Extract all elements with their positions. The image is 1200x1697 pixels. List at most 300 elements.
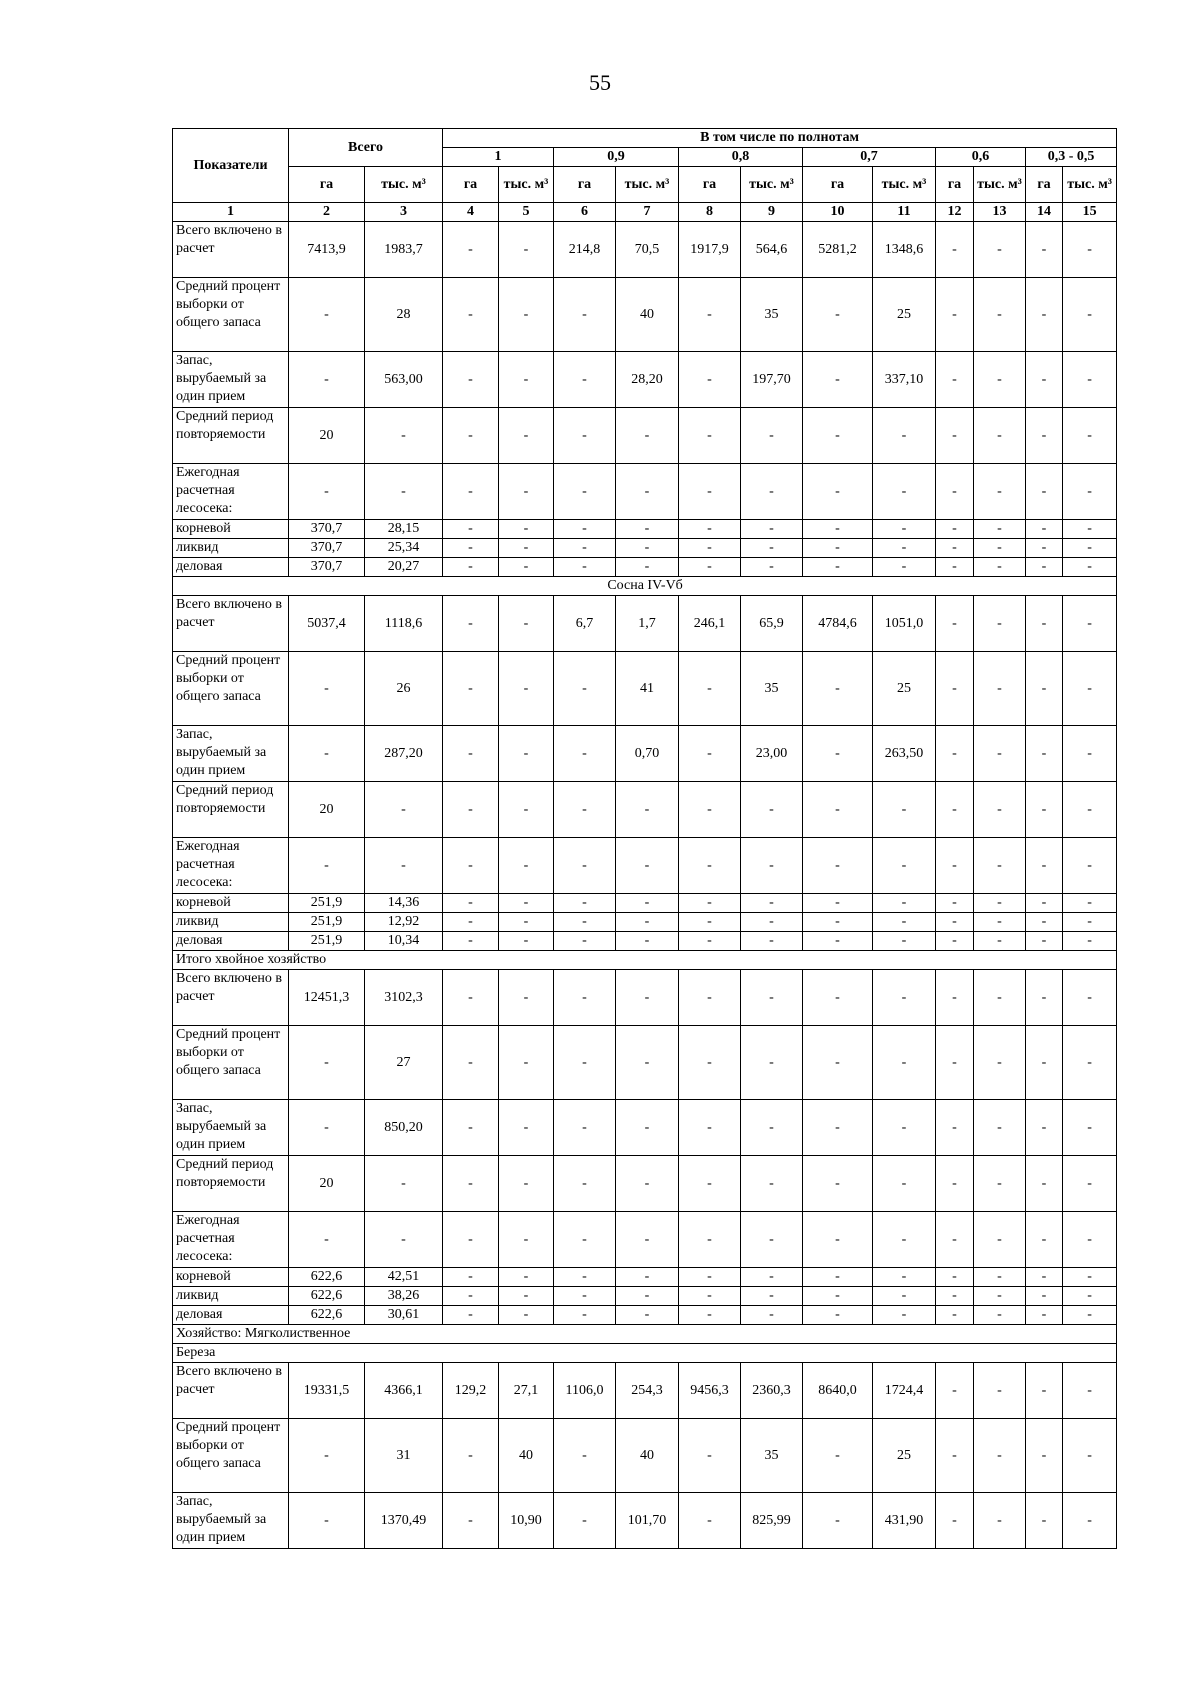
row-label: Всего включено в расчет	[173, 970, 289, 1026]
table-cell: -	[679, 1268, 741, 1287]
table-cell: -	[679, 1419, 741, 1493]
table-cell: -	[499, 932, 554, 951]
table-cell: -	[1026, 558, 1063, 577]
table-cell: 20	[289, 782, 365, 838]
table-cell: -	[1026, 782, 1063, 838]
table-cell: -	[1026, 278, 1063, 352]
table-cell: -	[741, 1212, 803, 1268]
table-cell: -	[679, 1493, 741, 1549]
table-cell: -	[873, 782, 936, 838]
table-cell: -	[873, 464, 936, 520]
table-cell: -	[365, 408, 443, 464]
table-cell: 564,6	[741, 222, 803, 278]
table-cell: -	[289, 1100, 365, 1156]
table-cell: 101,70	[616, 1493, 679, 1549]
table-cell: -	[873, 1026, 936, 1100]
table-cell: -	[443, 1268, 499, 1287]
row-label: деловая	[173, 558, 289, 577]
table-cell: -	[974, 1100, 1026, 1156]
table-cell: -	[1026, 913, 1063, 932]
row-label: Ежегодная расчетная лесосека:	[173, 838, 289, 894]
row-label: корневой	[173, 894, 289, 913]
table-cell: -	[1063, 1026, 1117, 1100]
header-density-0-8: 0,8	[679, 148, 803, 167]
table-cell: -	[443, 1026, 499, 1100]
column-number: 1	[173, 203, 289, 222]
table-row	[173, 1268, 1117, 1287]
table-cell: 1983,7	[365, 222, 443, 278]
table-cell: -	[499, 1100, 554, 1156]
section-row	[173, 951, 1117, 970]
table-cell: -	[1063, 838, 1117, 894]
table-cell: -	[443, 652, 499, 726]
row-label: Средний период повторяемости	[173, 1156, 289, 1212]
table-cell: -	[873, 539, 936, 558]
header-indicators: Показатели	[173, 129, 289, 203]
table-cell: -	[679, 1212, 741, 1268]
table-cell: -	[499, 726, 554, 782]
table-cell: -	[1026, 222, 1063, 278]
table-cell: -	[616, 1287, 679, 1306]
table-cell: 1370,49	[365, 1493, 443, 1549]
table-row	[173, 1156, 1117, 1212]
table-cell: 1106,0	[554, 1363, 616, 1419]
unit-vol: тыс. м³	[616, 167, 679, 203]
table-cell: -	[1063, 520, 1117, 539]
table-cell: -	[443, 1212, 499, 1268]
table-cell: 40	[616, 278, 679, 352]
table-cell: -	[679, 1306, 741, 1325]
table-cell: -	[1026, 1419, 1063, 1493]
table-cell: 41	[616, 652, 679, 726]
table-cell: -	[554, 1493, 616, 1549]
table-cell: -	[974, 1156, 1026, 1212]
table-cell: -	[1026, 1363, 1063, 1419]
table-cell: -	[443, 932, 499, 951]
table-cell: 23,00	[741, 726, 803, 782]
table-cell: 1917,9	[679, 222, 741, 278]
table-cell: -	[679, 838, 741, 894]
table-row	[173, 352, 1117, 408]
table-cell: -	[1026, 596, 1063, 652]
table-cell: 251,9	[289, 932, 365, 951]
table-cell: -	[803, 1212, 873, 1268]
table-cell: -	[1063, 1419, 1117, 1493]
table-cell: -	[803, 1419, 873, 1493]
table-cell: -	[554, 894, 616, 913]
header-total: Всего	[289, 129, 443, 167]
table-cell: -	[1063, 352, 1117, 408]
column-number: 2	[289, 203, 365, 222]
table-cell: 251,9	[289, 913, 365, 932]
table-cell: -	[443, 408, 499, 464]
section-row	[173, 577, 1117, 596]
table-cell: -	[499, 558, 554, 577]
table-cell: -	[443, 1287, 499, 1306]
table-cell: -	[499, 970, 554, 1026]
column-number: 13	[974, 203, 1026, 222]
table-cell: -	[443, 464, 499, 520]
table-cell: 25	[873, 1419, 936, 1493]
table-cell: 30,61	[365, 1306, 443, 1325]
table-cell: -	[499, 1156, 554, 1212]
table-cell: -	[936, 520, 974, 539]
table-cell: -	[1063, 539, 1117, 558]
table-cell: -	[1063, 1156, 1117, 1212]
row-label: Ежегодная расчетная лесосека:	[173, 1212, 289, 1268]
table-cell: 825,99	[741, 1493, 803, 1549]
table-cell: -	[741, 894, 803, 913]
table-cell: -	[443, 1306, 499, 1325]
table-cell: -	[365, 1156, 443, 1212]
table-cell: -	[289, 726, 365, 782]
table-cell: -	[1063, 726, 1117, 782]
table-cell: -	[936, 1287, 974, 1306]
table-cell: -	[1026, 464, 1063, 520]
table-cell: 26	[365, 652, 443, 726]
table-row	[173, 520, 1117, 539]
table-row	[173, 838, 1117, 894]
table-cell: -	[499, 1212, 554, 1268]
table-cell: -	[803, 1493, 873, 1549]
table-cell: -	[443, 1156, 499, 1212]
table-cell: 251,9	[289, 894, 365, 913]
table-cell: -	[616, 539, 679, 558]
header-density-1: 1	[443, 148, 554, 167]
forest-stock-table	[172, 128, 1117, 1549]
table-cell: -	[1026, 652, 1063, 726]
table-cell: -	[616, 1306, 679, 1325]
table-cell: 10,90	[499, 1493, 554, 1549]
table-cell: 28,15	[365, 520, 443, 539]
table-cell: 337,10	[873, 352, 936, 408]
table-cell: -	[1063, 1493, 1117, 1549]
table-cell: -	[803, 278, 873, 352]
table-cell: -	[679, 932, 741, 951]
table-cell: -	[443, 520, 499, 539]
table-cell: -	[554, 652, 616, 726]
table-row	[173, 1363, 1117, 1419]
row-label: Запас, вырубаемый за один прием	[173, 1493, 289, 1549]
table-cell: -	[936, 1493, 974, 1549]
table-cell: -	[443, 539, 499, 558]
table-cell: -	[679, 652, 741, 726]
row-label: Средний период повторяемости	[173, 782, 289, 838]
table-cell: -	[741, 464, 803, 520]
row-label: ликвид	[173, 1287, 289, 1306]
table-cell: 42,51	[365, 1268, 443, 1287]
table-cell: 7413,9	[289, 222, 365, 278]
table-cell: -	[1063, 932, 1117, 951]
table-cell: 70,5	[616, 222, 679, 278]
table-cell: -	[289, 1419, 365, 1493]
table-cell: -	[873, 970, 936, 1026]
table-cell: -	[679, 1100, 741, 1156]
table-cell: -	[679, 278, 741, 352]
table-cell: -	[936, 894, 974, 913]
table-cell: -	[1026, 1268, 1063, 1287]
table-cell: 0,70	[616, 726, 679, 782]
table-cell: -	[1026, 970, 1063, 1026]
table-cell: -	[616, 1026, 679, 1100]
unit-vol: тыс. м³	[499, 167, 554, 203]
table-cell: -	[289, 838, 365, 894]
table-cell: -	[1026, 726, 1063, 782]
table-cell: -	[499, 1268, 554, 1287]
table-row	[173, 558, 1117, 577]
table-cell: -	[974, 1493, 1026, 1549]
table-cell: -	[1026, 1212, 1063, 1268]
table-cell: -	[974, 1268, 1026, 1287]
row-label: корневой	[173, 1268, 289, 1287]
row-label: корневой	[173, 520, 289, 539]
table-cell: 370,7	[289, 520, 365, 539]
table-cell: -	[499, 1287, 554, 1306]
table-cell: -	[679, 726, 741, 782]
table-cell: 563,00	[365, 352, 443, 408]
table-row	[173, 970, 1117, 1026]
table-row	[173, 782, 1117, 838]
table-cell: -	[873, 1306, 936, 1325]
table-cell: 65,9	[741, 596, 803, 652]
table-cell: -	[443, 1100, 499, 1156]
table-cell: -	[1026, 838, 1063, 894]
table-cell: -	[936, 1100, 974, 1156]
table-cell: -	[803, 520, 873, 539]
table-row	[173, 278, 1117, 352]
table-cell: -	[499, 352, 554, 408]
table-cell: -	[443, 894, 499, 913]
table-cell: -	[1026, 1306, 1063, 1325]
table-cell: 9456,3	[679, 1363, 741, 1419]
table-cell: -	[803, 1268, 873, 1287]
table-cell: -	[1063, 222, 1117, 278]
table-cell: -	[873, 1287, 936, 1306]
table-cell: -	[803, 894, 873, 913]
table-cell: 10,34	[365, 932, 443, 951]
section-row	[173, 1344, 1117, 1363]
table-cell: -	[803, 464, 873, 520]
table-cell: -	[365, 782, 443, 838]
table-row	[173, 464, 1117, 520]
column-number: 14	[1026, 203, 1063, 222]
table-cell: 20	[289, 1156, 365, 1212]
table-cell: -	[616, 913, 679, 932]
table-cell: -	[443, 596, 499, 652]
table-cell: -	[554, 1287, 616, 1306]
table-cell: -	[443, 222, 499, 278]
column-number: 5	[499, 203, 554, 222]
table-cell: -	[741, 838, 803, 894]
row-label: Средний процент выборки от общего запаса	[173, 278, 289, 352]
table-cell: -	[616, 970, 679, 1026]
table-cell: -	[803, 1306, 873, 1325]
row-label: Средний процент выборки от общего запаса	[173, 652, 289, 726]
table-cell: -	[974, 1419, 1026, 1493]
table-cell: -	[974, 520, 1026, 539]
table-cell: -	[1063, 970, 1117, 1026]
section-title: Береза	[173, 1344, 1117, 1363]
table-cell: 263,50	[873, 726, 936, 782]
table-row	[173, 1212, 1117, 1268]
section-title: Итого хвойное хозяйство	[173, 951, 1117, 970]
table-cell: 622,6	[289, 1287, 365, 1306]
table-cell: 1,7	[616, 596, 679, 652]
table-cell: 1724,4	[873, 1363, 936, 1419]
unit-ha: га	[554, 167, 616, 203]
unit-ha: га	[443, 167, 499, 203]
table-cell: -	[936, 408, 974, 464]
table-cell: -	[554, 970, 616, 1026]
table-cell: 40	[616, 1419, 679, 1493]
table-row	[173, 913, 1117, 932]
table-cell: -	[974, 1287, 1026, 1306]
row-label: Ежегодная расчетная лесосека:	[173, 464, 289, 520]
table-cell: -	[1063, 894, 1117, 913]
row-label: ликвид	[173, 913, 289, 932]
table-cell: -	[741, 520, 803, 539]
table-cell: 4784,6	[803, 596, 873, 652]
table-cell: 40	[499, 1419, 554, 1493]
table-cell: -	[554, 726, 616, 782]
table-cell: -	[974, 1026, 1026, 1100]
section-row	[173, 1325, 1117, 1344]
table-cell: 20,27	[365, 558, 443, 577]
table-cell: -	[499, 408, 554, 464]
table-row	[173, 726, 1117, 782]
table-cell: -	[1026, 520, 1063, 539]
table-cell: -	[1063, 1363, 1117, 1419]
table-cell: -	[499, 520, 554, 539]
table-cell: -	[499, 782, 554, 838]
table-cell: -	[803, 352, 873, 408]
table-cell: 25	[873, 278, 936, 352]
table-cell: -	[936, 278, 974, 352]
table-cell: -	[803, 782, 873, 838]
table-cell: -	[679, 913, 741, 932]
table-cell: -	[1026, 1100, 1063, 1156]
row-label: Запас, вырубаемый за один прием	[173, 726, 289, 782]
table-cell: 19331,5	[289, 1363, 365, 1419]
table-cell: 14,36	[365, 894, 443, 913]
unit-ha: га	[936, 167, 974, 203]
table-cell: -	[873, 838, 936, 894]
table-cell: -	[289, 1493, 365, 1549]
header-density-0-6: 0,6	[936, 148, 1026, 167]
table-cell: -	[554, 1100, 616, 1156]
table-cell: 20	[289, 408, 365, 464]
table-cell: -	[499, 596, 554, 652]
table-cell: -	[1063, 596, 1117, 652]
column-number: 10	[803, 203, 873, 222]
column-number: 8	[679, 203, 741, 222]
table-cell: -	[803, 1287, 873, 1306]
table-cell: 1348,6	[873, 222, 936, 278]
table-cell: -	[974, 782, 1026, 838]
table-cell: -	[554, 558, 616, 577]
table-cell: -	[873, 932, 936, 951]
table-cell: 197,70	[741, 352, 803, 408]
unit-vol: тыс. м³	[974, 167, 1026, 203]
table-row	[173, 1493, 1117, 1549]
table-cell: -	[443, 278, 499, 352]
table-cell: -	[974, 838, 1026, 894]
table-cell: -	[741, 1026, 803, 1100]
table-cell: -	[679, 558, 741, 577]
table-cell: -	[803, 652, 873, 726]
table-row	[173, 1100, 1117, 1156]
table-cell: -	[936, 913, 974, 932]
unit-ha: га	[803, 167, 873, 203]
table-cell: -	[365, 1212, 443, 1268]
table-cell: 12,92	[365, 913, 443, 932]
table-row	[173, 1026, 1117, 1100]
table-cell: 5037,4	[289, 596, 365, 652]
table-cell: -	[873, 520, 936, 539]
table-cell: -	[936, 1363, 974, 1419]
table-cell: -	[1026, 408, 1063, 464]
unit-ha: га	[679, 167, 741, 203]
table-cell: 4366,1	[365, 1363, 443, 1419]
table-cell: -	[1063, 913, 1117, 932]
table-cell: -	[1063, 1212, 1117, 1268]
table-cell: -	[936, 932, 974, 951]
table-cell: -	[679, 352, 741, 408]
table-cell: -	[679, 782, 741, 838]
unit-vol: тыс. м³	[1063, 167, 1117, 203]
table-cell: 27,1	[499, 1363, 554, 1419]
table-cell: -	[554, 520, 616, 539]
table-cell: -	[1063, 1268, 1117, 1287]
table-cell: -	[443, 782, 499, 838]
table-cell: -	[616, 894, 679, 913]
table-cell: -	[741, 539, 803, 558]
table-cell: -	[873, 408, 936, 464]
table-cell: 622,6	[289, 1306, 365, 1325]
table-cell: -	[554, 1268, 616, 1287]
table-cell: -	[974, 352, 1026, 408]
table-cell: -	[289, 652, 365, 726]
table-cell: -	[1063, 278, 1117, 352]
table-cell: 35	[741, 652, 803, 726]
row-label: Запас, вырубаемый за один прием	[173, 352, 289, 408]
table-row	[173, 408, 1117, 464]
table-cell: -	[499, 539, 554, 558]
table-cell: -	[554, 838, 616, 894]
table-row	[173, 1306, 1117, 1325]
table-cell: -	[1026, 539, 1063, 558]
table-cell: -	[974, 596, 1026, 652]
table-cell: -	[741, 782, 803, 838]
table-cell: -	[554, 1419, 616, 1493]
table-cell: -	[499, 1306, 554, 1325]
table-cell: -	[873, 1156, 936, 1212]
table-cell: -	[936, 222, 974, 278]
table-row	[173, 539, 1117, 558]
table-cell: -	[499, 464, 554, 520]
table-cell: -	[803, 838, 873, 894]
table-cell: -	[803, 932, 873, 951]
table-row	[173, 932, 1117, 951]
unit-ha: га	[1026, 167, 1063, 203]
table-cell: -	[873, 558, 936, 577]
table-cell: -	[1063, 1287, 1117, 1306]
table-cell: 38,26	[365, 1287, 443, 1306]
table-cell: -	[554, 408, 616, 464]
table-cell: -	[1063, 558, 1117, 577]
table-cell: -	[679, 970, 741, 1026]
table-cell: -	[1026, 1026, 1063, 1100]
